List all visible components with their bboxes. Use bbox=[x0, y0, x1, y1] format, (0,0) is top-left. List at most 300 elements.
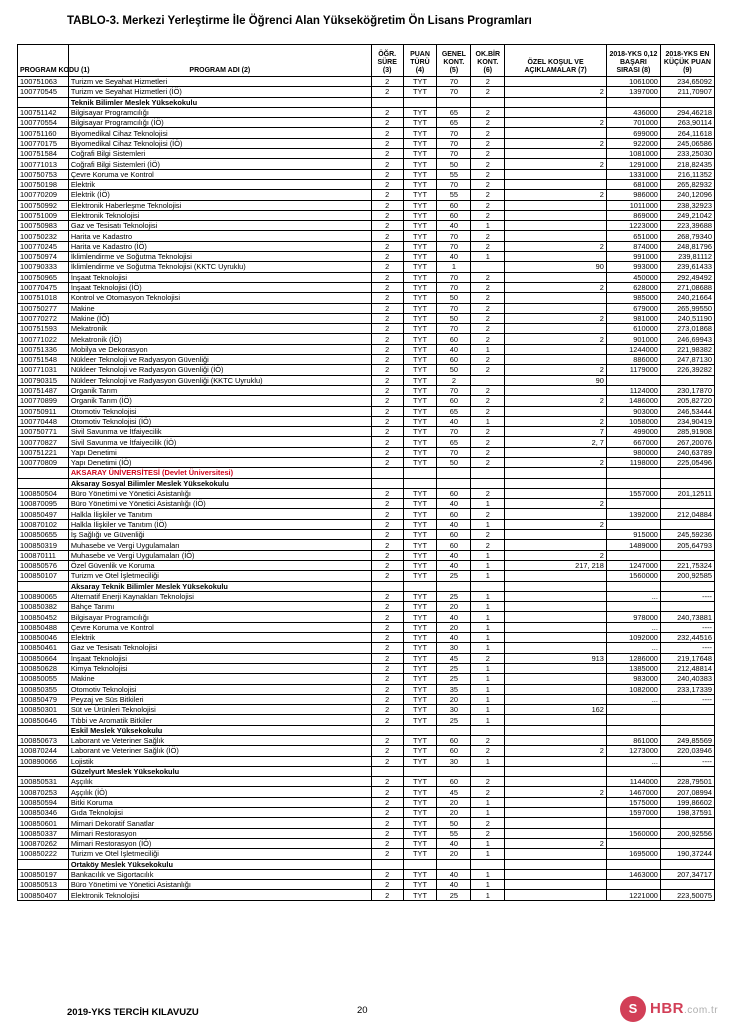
table-cell bbox=[660, 766, 714, 776]
score-type: TYT bbox=[403, 818, 437, 828]
table-cell bbox=[18, 478, 69, 488]
program-code: 100750198 bbox=[18, 179, 69, 189]
top-rank-quota: 1 bbox=[471, 869, 505, 879]
special-conditions bbox=[505, 663, 607, 673]
table-cell bbox=[606, 725, 660, 735]
min-score: 230,17870 bbox=[660, 385, 714, 395]
special-conditions bbox=[505, 797, 607, 807]
score-type: TYT bbox=[403, 653, 437, 663]
table-cell bbox=[437, 581, 471, 591]
table-cell bbox=[403, 766, 437, 776]
table-row bbox=[18, 591, 715, 601]
section-row bbox=[18, 581, 715, 591]
min-score: 228,79501 bbox=[660, 777, 714, 787]
special-conditions: 2 bbox=[505, 138, 607, 148]
general-quota: 55 bbox=[437, 190, 471, 200]
min-score: 240,21664 bbox=[660, 293, 714, 303]
success-rank: 985000 bbox=[606, 293, 660, 303]
table-cell bbox=[505, 859, 607, 869]
success-rank bbox=[606, 838, 660, 848]
table-row bbox=[18, 87, 715, 97]
special-conditions: 2 bbox=[505, 787, 607, 797]
program-code: 100850655 bbox=[18, 530, 69, 540]
program-code: 100850452 bbox=[18, 612, 69, 622]
min-score bbox=[660, 375, 714, 385]
special-conditions: 2 bbox=[505, 838, 607, 848]
table-cell bbox=[18, 468, 69, 478]
table-row bbox=[18, 787, 715, 797]
min-score: 220,03946 bbox=[660, 746, 714, 756]
program-name: Nükleer Teknoloji ve Radyasyon Güvenliği bbox=[68, 355, 371, 365]
success-rank: 679000 bbox=[606, 303, 660, 313]
special-conditions bbox=[505, 684, 607, 694]
program-duration: 2 bbox=[371, 612, 403, 622]
score-type: TYT bbox=[403, 540, 437, 550]
special-conditions bbox=[505, 849, 607, 859]
success-rank: 701000 bbox=[606, 118, 660, 128]
min-score: 245,06586 bbox=[660, 138, 714, 148]
table-row bbox=[18, 293, 715, 303]
top-rank-quota: 2 bbox=[471, 334, 505, 344]
program-duration: 2 bbox=[371, 149, 403, 159]
special-conditions: 162 bbox=[505, 705, 607, 715]
min-score: 249,21042 bbox=[660, 210, 714, 220]
program-duration: 2 bbox=[371, 221, 403, 231]
success-rank: 699000 bbox=[606, 128, 660, 138]
general-quota: 60 bbox=[437, 355, 471, 365]
general-quota: 20 bbox=[437, 622, 471, 632]
top-rank-quota: 1 bbox=[471, 715, 505, 725]
score-type: TYT bbox=[403, 200, 437, 210]
table-cell bbox=[471, 766, 505, 776]
table-cell bbox=[505, 581, 607, 591]
success-rank: 1221000 bbox=[606, 890, 660, 900]
top-rank-quota: 1 bbox=[471, 622, 505, 632]
program-name: Mimari Restorasyon bbox=[68, 828, 371, 838]
program-duration: 2 bbox=[371, 818, 403, 828]
special-conditions bbox=[505, 169, 607, 179]
program-code: 100770209 bbox=[18, 190, 69, 200]
table-cell bbox=[505, 478, 607, 488]
table-row bbox=[18, 488, 715, 498]
min-score: 265,99550 bbox=[660, 303, 714, 313]
min-score: 265,82932 bbox=[660, 179, 714, 189]
special-conditions bbox=[505, 385, 607, 395]
general-quota: 60 bbox=[437, 777, 471, 787]
general-quota: 55 bbox=[437, 828, 471, 838]
table-row bbox=[18, 128, 715, 138]
special-conditions: 2 bbox=[505, 334, 607, 344]
success-rank: 1081000 bbox=[606, 149, 660, 159]
table-cell bbox=[606, 859, 660, 869]
table-row bbox=[18, 519, 715, 529]
table-row bbox=[18, 550, 715, 560]
table-cell bbox=[437, 478, 471, 488]
program-duration: 2 bbox=[371, 396, 403, 406]
top-rank-quota: 1 bbox=[471, 663, 505, 673]
section-row bbox=[18, 97, 715, 107]
top-rank-quota: 2 bbox=[471, 303, 505, 313]
program-name: Süt ve Ürünleri Teknolojisi bbox=[68, 705, 371, 715]
score-type: TYT bbox=[403, 282, 437, 292]
general-quota: 20 bbox=[437, 797, 471, 807]
program-code: 100870244 bbox=[18, 746, 69, 756]
program-name: Mimari Dekoratif Sanatlar bbox=[68, 818, 371, 828]
program-name: Turizm ve Seyahat Hizmetleri (İÖ) bbox=[68, 87, 371, 97]
table-cell bbox=[437, 725, 471, 735]
program-name: Elektrik (İÖ) bbox=[68, 190, 371, 200]
min-score: 205,64793 bbox=[660, 540, 714, 550]
min-score: 285,91908 bbox=[660, 427, 714, 437]
top-rank-quota: 1 bbox=[471, 221, 505, 231]
general-quota: 30 bbox=[437, 643, 471, 653]
program-name: Elektrik bbox=[68, 633, 371, 643]
program-duration: 2 bbox=[371, 282, 403, 292]
success-rank bbox=[606, 375, 660, 385]
general-quota: 70 bbox=[437, 385, 471, 395]
special-conditions: 2 bbox=[505, 416, 607, 426]
program-code: 100850301 bbox=[18, 705, 69, 715]
success-rank: 628000 bbox=[606, 282, 660, 292]
program-duration: 2 bbox=[371, 169, 403, 179]
score-type: TYT bbox=[403, 190, 437, 200]
min-score bbox=[660, 705, 714, 715]
min-score: 234,65092 bbox=[660, 77, 714, 87]
success-rank: 869000 bbox=[606, 210, 660, 220]
program-duration: 2 bbox=[371, 509, 403, 519]
min-score: 264,11618 bbox=[660, 128, 714, 138]
top-rank-quota: 2 bbox=[471, 787, 505, 797]
program-name: İnşaat Teknolojisi bbox=[68, 653, 371, 663]
special-conditions bbox=[505, 355, 607, 365]
min-score: 246,69943 bbox=[660, 334, 714, 344]
top-rank-quota: 2 bbox=[471, 406, 505, 416]
program-duration: 2 bbox=[371, 313, 403, 323]
min-score: 239,61433 bbox=[660, 262, 714, 272]
table-header-row bbox=[18, 45, 715, 77]
special-conditions: 217, 218 bbox=[505, 560, 607, 570]
special-conditions bbox=[505, 447, 607, 457]
special-conditions: 2 bbox=[505, 396, 607, 406]
section-name: Aksaray Sosyal Bilimler Meslek Yüksekokulu bbox=[68, 478, 371, 488]
success-rank: 1486000 bbox=[606, 396, 660, 406]
success-rank: 1179000 bbox=[606, 365, 660, 375]
program-duration: 2 bbox=[371, 488, 403, 498]
success-rank: 1392000 bbox=[606, 509, 660, 519]
program-name: Özel Güvenlik ve Koruma bbox=[68, 560, 371, 570]
min-score bbox=[660, 602, 714, 612]
score-type: TYT bbox=[403, 324, 437, 334]
special-conditions: 2 bbox=[505, 118, 607, 128]
general-quota: 25 bbox=[437, 890, 471, 900]
success-rank: 901000 bbox=[606, 334, 660, 344]
program-code: 100750974 bbox=[18, 252, 69, 262]
header-code: PROGRAM KODU (1) bbox=[18, 45, 69, 77]
success-rank: 1560000 bbox=[606, 571, 660, 581]
score-type: TYT bbox=[403, 437, 437, 447]
success-rank: 1597000 bbox=[606, 808, 660, 818]
special-conditions bbox=[505, 674, 607, 684]
special-conditions bbox=[505, 633, 607, 643]
program-name: Muhasebe ve Vergi Uygulamaları bbox=[68, 540, 371, 550]
program-code: 100750983 bbox=[18, 221, 69, 231]
score-type: TYT bbox=[403, 509, 437, 519]
success-rank bbox=[606, 818, 660, 828]
program-code: 100850488 bbox=[18, 622, 69, 632]
top-rank-quota: 2 bbox=[471, 128, 505, 138]
program-name: Gaz ve Tesisatı Teknolojisi bbox=[68, 221, 371, 231]
min-score: 240,51190 bbox=[660, 313, 714, 323]
program-code: 100850531 bbox=[18, 777, 69, 787]
program-duration: 2 bbox=[371, 797, 403, 807]
header-okbir: OK.BİR KONT. (6) bbox=[471, 45, 505, 77]
top-rank-quota: 2 bbox=[471, 828, 505, 838]
table-row bbox=[18, 385, 715, 395]
general-quota: 60 bbox=[437, 746, 471, 756]
table-row bbox=[18, 560, 715, 570]
special-conditions bbox=[505, 303, 607, 313]
success-rank: ... bbox=[606, 622, 660, 632]
score-type: TYT bbox=[403, 684, 437, 694]
general-quota: 40 bbox=[437, 880, 471, 890]
program-duration: 2 bbox=[371, 622, 403, 632]
table-cell bbox=[371, 581, 403, 591]
general-quota: 50 bbox=[437, 159, 471, 169]
score-type: TYT bbox=[403, 612, 437, 622]
program-code: 100870262 bbox=[18, 838, 69, 848]
score-type: TYT bbox=[403, 777, 437, 787]
table-cell bbox=[437, 766, 471, 776]
program-code: 100770245 bbox=[18, 241, 69, 251]
score-type: TYT bbox=[403, 313, 437, 323]
special-conditions: 2 bbox=[505, 313, 607, 323]
top-rank-quota: 2 bbox=[471, 200, 505, 210]
program-name: Büro Yönetimi ve Yönetici Asistanlığı (İÖ) bbox=[68, 499, 371, 509]
table-cell bbox=[437, 468, 471, 478]
success-rank: 1244000 bbox=[606, 344, 660, 354]
top-rank-quota: 1 bbox=[471, 643, 505, 653]
top-rank-quota: 1 bbox=[471, 252, 505, 262]
program-name: Aşçılık bbox=[68, 777, 371, 787]
score-type: TYT bbox=[403, 694, 437, 704]
min-score: ---- bbox=[660, 694, 714, 704]
program-name: İnşaat Teknolojisi bbox=[68, 272, 371, 282]
program-duration: 2 bbox=[371, 808, 403, 818]
top-rank-quota: 2 bbox=[471, 190, 505, 200]
table-cell bbox=[505, 766, 607, 776]
special-conditions: 90 bbox=[505, 262, 607, 272]
table-cell bbox=[471, 468, 505, 478]
special-conditions: 913 bbox=[505, 653, 607, 663]
program-name: Halkla İlişkiler ve Tanıtım (İÖ) bbox=[68, 519, 371, 529]
top-rank-quota: 2 bbox=[471, 818, 505, 828]
success-rank bbox=[606, 715, 660, 725]
success-rank bbox=[606, 602, 660, 612]
success-rank: 1489000 bbox=[606, 540, 660, 550]
table-cell bbox=[437, 859, 471, 869]
program-duration: 2 bbox=[371, 355, 403, 365]
header-basari: 2018-YKS 0,12 BAŞARI SIRASI (8) bbox=[606, 45, 660, 77]
top-rank-quota: 2 bbox=[471, 87, 505, 97]
program-name: Mekatronik (İÖ) bbox=[68, 334, 371, 344]
min-score: 238,32923 bbox=[660, 200, 714, 210]
min-score: 200,92585 bbox=[660, 571, 714, 581]
header-puanmin: 2018-YKS EN KÜÇÜK PUAN (9) bbox=[660, 45, 714, 77]
top-rank-quota: 2 bbox=[471, 169, 505, 179]
program-code: 100751336 bbox=[18, 344, 69, 354]
program-duration: 2 bbox=[371, 77, 403, 87]
table-body bbox=[18, 77, 715, 901]
table-row bbox=[18, 890, 715, 900]
success-rank: 681000 bbox=[606, 179, 660, 189]
table-row bbox=[18, 324, 715, 334]
program-code: 100790315 bbox=[18, 375, 69, 385]
program-name: Coğrafi Bilgi Sistemleri (İÖ) bbox=[68, 159, 371, 169]
score-type: TYT bbox=[403, 591, 437, 601]
score-type: TYT bbox=[403, 849, 437, 859]
top-rank-quota: 2 bbox=[471, 77, 505, 87]
hbr-logo-suffix: .com.tr bbox=[684, 1005, 719, 1016]
table-row bbox=[18, 107, 715, 117]
program-code: 100850319 bbox=[18, 540, 69, 550]
table-cell bbox=[18, 725, 69, 735]
table-cell bbox=[471, 97, 505, 107]
table-cell bbox=[371, 97, 403, 107]
success-rank: 980000 bbox=[606, 447, 660, 457]
program-duration: 2 bbox=[371, 272, 403, 282]
general-quota: 70 bbox=[437, 87, 471, 97]
table-cell bbox=[471, 581, 505, 591]
program-code: 100850479 bbox=[18, 694, 69, 704]
top-rank-quota: 2 bbox=[471, 385, 505, 395]
score-type: TYT bbox=[403, 149, 437, 159]
general-quota: 65 bbox=[437, 406, 471, 416]
program-code: 100750753 bbox=[18, 169, 69, 179]
success-rank: 1144000 bbox=[606, 777, 660, 787]
table-row bbox=[18, 684, 715, 694]
general-quota: 70 bbox=[437, 128, 471, 138]
min-score: 233,25030 bbox=[660, 149, 714, 159]
score-type: TYT bbox=[403, 138, 437, 148]
general-quota: 65 bbox=[437, 107, 471, 117]
table-row bbox=[18, 457, 715, 467]
program-code: 100751018 bbox=[18, 293, 69, 303]
special-conditions bbox=[505, 828, 607, 838]
min-score: 211,70907 bbox=[660, 87, 714, 97]
program-duration: 2 bbox=[371, 663, 403, 673]
section-row bbox=[18, 859, 715, 869]
program-duration: 2 bbox=[371, 385, 403, 395]
min-score: 240,12096 bbox=[660, 190, 714, 200]
table-row bbox=[18, 282, 715, 292]
top-rank-quota: 1 bbox=[471, 849, 505, 859]
section-name: Ortaköy Meslek Yüksekokulu bbox=[68, 859, 371, 869]
program-duration: 2 bbox=[371, 530, 403, 540]
min-score: 239,81112 bbox=[660, 252, 714, 262]
success-rank: 1223000 bbox=[606, 221, 660, 231]
table-row bbox=[18, 633, 715, 643]
general-quota: 50 bbox=[437, 365, 471, 375]
program-duration: 2 bbox=[371, 427, 403, 437]
special-conditions bbox=[505, 344, 607, 354]
general-quota: 2 bbox=[437, 375, 471, 385]
table-row bbox=[18, 427, 715, 437]
special-conditions bbox=[505, 200, 607, 210]
score-type: TYT bbox=[403, 406, 437, 416]
program-duration: 2 bbox=[371, 231, 403, 241]
success-rank: 903000 bbox=[606, 406, 660, 416]
program-code: 100770545 bbox=[18, 87, 69, 97]
success-rank: 981000 bbox=[606, 313, 660, 323]
table-row bbox=[18, 849, 715, 859]
program-code: 100751063 bbox=[18, 77, 69, 87]
top-rank-quota: 2 bbox=[471, 179, 505, 189]
program-duration: 2 bbox=[371, 179, 403, 189]
score-type: TYT bbox=[403, 602, 437, 612]
top-rank-quota: 2 bbox=[471, 210, 505, 220]
special-conditions bbox=[505, 293, 607, 303]
general-quota: 20 bbox=[437, 694, 471, 704]
program-name: Kontrol ve Otomasyon Teknolojisi bbox=[68, 293, 371, 303]
min-score: 248,81796 bbox=[660, 241, 714, 251]
top-rank-quota: 2 bbox=[471, 396, 505, 406]
program-name: Elektrik bbox=[68, 179, 371, 189]
table-cell bbox=[606, 97, 660, 107]
score-type: TYT bbox=[403, 252, 437, 262]
min-score: 234,90419 bbox=[660, 416, 714, 426]
table-row bbox=[18, 694, 715, 704]
program-name: Makine bbox=[68, 674, 371, 684]
min-score bbox=[660, 838, 714, 848]
program-duration: 2 bbox=[371, 344, 403, 354]
general-quota: 25 bbox=[437, 591, 471, 601]
special-conditions: 2 bbox=[505, 746, 607, 756]
score-type: TYT bbox=[403, 416, 437, 426]
success-rank: 651000 bbox=[606, 231, 660, 241]
top-rank-quota: 2 bbox=[471, 272, 505, 282]
top-rank-quota: 2 bbox=[471, 447, 505, 457]
table-row bbox=[18, 437, 715, 447]
program-code: 100770554 bbox=[18, 118, 69, 128]
table-row bbox=[18, 334, 715, 344]
special-conditions bbox=[505, 880, 607, 890]
program-name: Alternatif Enerji Kaynakları Teknolojisi bbox=[68, 591, 371, 601]
min-score: 240,63789 bbox=[660, 447, 714, 457]
program-duration: 2 bbox=[371, 540, 403, 550]
program-duration: 2 bbox=[371, 210, 403, 220]
program-duration: 2 bbox=[371, 890, 403, 900]
score-type: TYT bbox=[403, 107, 437, 117]
general-quota: 45 bbox=[437, 653, 471, 663]
table-row bbox=[18, 674, 715, 684]
program-code: 100850673 bbox=[18, 736, 69, 746]
special-conditions bbox=[505, 736, 607, 746]
general-quota: 25 bbox=[437, 715, 471, 725]
table-cell bbox=[371, 859, 403, 869]
program-name: İş Sağlığı ve Güvenliği bbox=[68, 530, 371, 540]
table-row bbox=[18, 355, 715, 365]
success-rank: 922000 bbox=[606, 138, 660, 148]
program-duration: 2 bbox=[371, 200, 403, 210]
min-score bbox=[660, 499, 714, 509]
table-cell bbox=[660, 478, 714, 488]
table-row bbox=[18, 272, 715, 282]
table-row bbox=[18, 169, 715, 179]
score-type: TYT bbox=[403, 880, 437, 890]
program-duration: 2 bbox=[371, 138, 403, 148]
program-name: Otomotiv Teknolojisi (İÖ) bbox=[68, 416, 371, 426]
score-type: TYT bbox=[403, 663, 437, 673]
